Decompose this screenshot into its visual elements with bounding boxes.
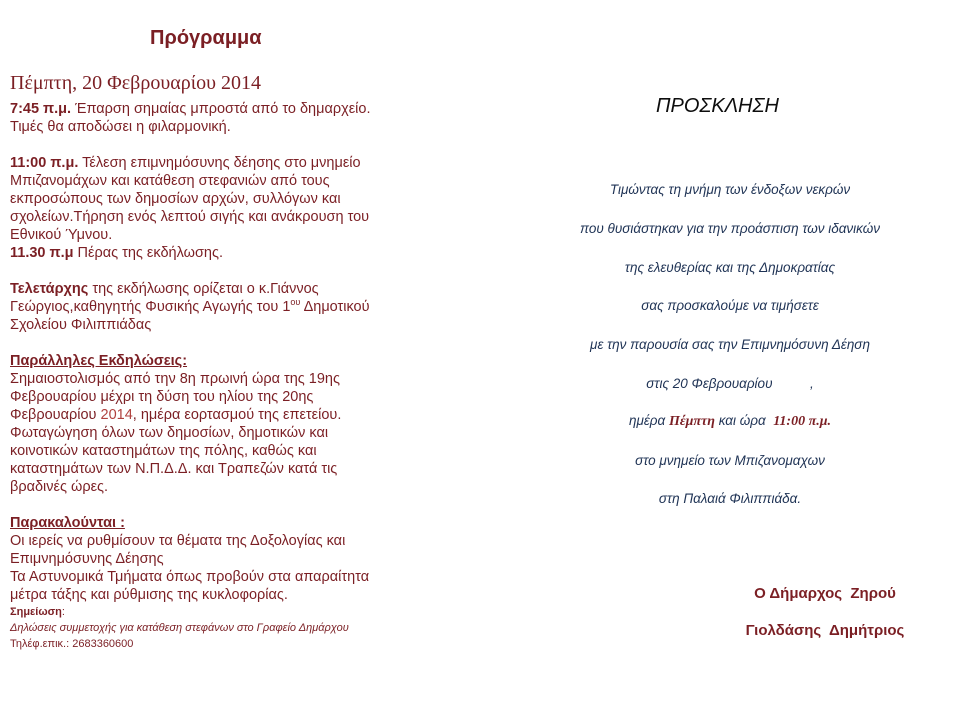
requests-line-4: μέτρα τάξης και ρύθμισης της κυκλοφορίας. [10,587,288,603]
invitation-line-4: σας προσκαλούμε να τιμήσετε [641,298,819,313]
program-item-2 [10,154,430,172]
marshal-label: Τελετάρχης [10,281,89,297]
item-1-time: 7:45 π.μ. [10,101,72,117]
note-line-1: Δηλώσεις συμμετοχής για κατάθεση στεφάνων στο Γραφείο Δημάρχου [10,622,349,634]
parallel-line-2: Φεβρουαρίου μέχρι τη δύση του ηλίου της 20ης [10,389,314,405]
marshal-text: της εκδήλωσης ορίζεται ο κ.Γιάννος [88,281,319,297]
item-3-text: Πέρας της εκδήλωσης. [73,245,223,261]
marshal-line-2-b: Δημοτικού [300,299,370,315]
program-title: Πρόγραμμα [150,27,262,49]
parallel-line-3-a: Φεβρουαρίου [10,407,101,423]
item-2-line-5: Εθνικού Ύμνου. [10,227,113,243]
parallel-events-heading: Παράλληλες Εκδηλώσεις: [10,353,188,369]
marshal-line-1 [10,280,430,298]
program-body [10,100,430,652]
invitation-line-2: που θυσιάστηκαν για την προάσπιση των ιδανικών [579,221,881,236]
note-heading-line [10,604,430,620]
requests-line-3: Τα Αστυνομικά Τμήματα όπως προβούν στα απαραίτητα [10,569,370,585]
note-colon: : [61,606,65,618]
invitation-line-6: στις 20 Φεβρουαρίου , [646,376,814,391]
parallel-line-7: βραδινές ώρες. [10,479,109,495]
invitation-line-1: Τιμώντας τη μνήμη των ένδοξων νεκρών [609,182,851,197]
invitation-line-7 [530,413,930,430]
program-item-1 [10,100,430,118]
invitation-line-7-b: και ώρα [714,413,774,428]
parallel-line-4: Φωταγώγηση όλων των δημοσίων, δημοτικών και [10,425,329,441]
parallel-line-1: Σημαιοστολισμός από την 8η πρωινή ώρα της 19ης [10,371,340,387]
requests-line-2: Επιμνημόσυνης Δέησης [10,551,164,567]
invitation-line-7-a: ημέρα [628,413,669,428]
parallel-line-6: καταστημάτων των Ν.Π.Δ.Δ. και Τραπεζών κατά τις [10,461,338,477]
item-3-time: 11.30 π.μ [10,245,74,261]
invitation-line-8: στο μνημείο των Μπιζανομαχων [635,453,825,468]
signature-title: Ο Δήμαρχος Ζηρού [754,585,896,602]
invitation-line-3: της ελευθερίας και της Δημοκρατίας [624,260,836,275]
marshal-ordinal: ου [290,297,301,308]
invitation-day: Πέμπτη [668,414,715,429]
parallel-year: 2014 [100,407,133,423]
parallel-line-3-b: , ημέρα εορτασμού της επετείου. [132,407,342,423]
item-2-line-3: εκπροσώπους των δημοσίων αρχών, συλλόγων και [10,191,341,207]
marshal-line-2 [10,298,430,316]
requests-heading: Παρακαλούνται : [10,515,125,531]
marshal-line-3: Σχολείου Φιλιππιάδας [10,317,152,333]
marshal-line-2-a: Γεώργιος,καθηγητής Φυσικής Αγωγής του 1 [10,299,291,315]
parallel-line-5: κοινοτικών καταστημάτων της πόλης, καθώς και [10,443,317,459]
program-item-3 [10,244,430,262]
invitation-line-9: στη Παλαιά Φιλιππιάδα. [658,491,802,506]
requests-line-1: Οι ιερείς να ρυθμίσουν τα θέματα της Δοξολογίας και [10,533,346,549]
signature-name: Γιολδάσης Δημήτριος [745,622,905,639]
item-1-line-2: Τιμές θα αποδώσει η φιλαρμονική. [10,119,231,135]
invitation-line-5: με την παρουσία σας την Επιμνημόσυνη Δέηση [590,337,870,352]
parallel-line-3 [10,406,430,424]
item-2-text: Τέλεση επιμνημόσυνης δέησης στο μνημείο [78,155,361,171]
item-1-text: Έπαρση σημαίας μπροστά από το δημαρχείο. [71,101,371,117]
event-date-heading: Πέμπτη, 20 Φεβρουαρίου 2014 [10,72,261,94]
note-heading: Σημείωση [10,606,62,618]
item-2-line-4: σχολείων.Τήρηση ενός λεπτού σιγής και ανάκρουση του [10,209,370,225]
invitation-title: ΠΡΟΣΚΛΗΣΗ [656,95,779,117]
item-2-time: 11:00 π.μ. [10,155,79,171]
note-line-2: Τηλέφ.επικ.: 2683360600 [10,638,134,650]
invitation-time: 11:00 π.μ. [773,414,832,429]
item-2-line-2: Μπιζανομάχων και κατάθεση στεφανιών από τους [10,173,330,189]
